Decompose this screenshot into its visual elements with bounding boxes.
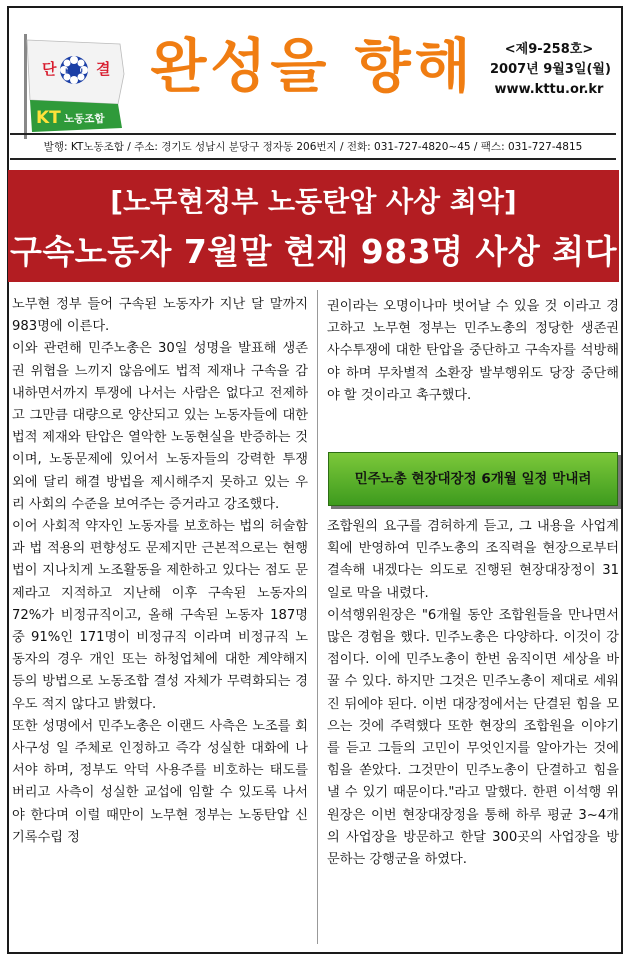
- publisher-divider: [10, 158, 616, 160]
- masthead-divider: [10, 133, 616, 135]
- headline-banner: [8, 170, 619, 282]
- headline-subtitle: [노무현정부 노동탄압 사상 최악]: [110, 185, 517, 218]
- article-right-column-top: [327, 296, 619, 407]
- publisher-line: 발행: KT노동조합 / 주소: 경기도 성남시 분당구 정자동 206번지 / 전화: 031-727-4820~45 / 팩스: 031-727-4815: [43, 141, 583, 153]
- article-paragraph: 노무현 정부 들어 구속된 노동자가 지난 달 말까지 983명에 이른다.: [12, 297, 308, 335]
- article-paragraph: 이어 사회적 약자인 노동자를 보호하는 법의 허술함과 법 적용의 편향성도 문제지만 근본적으로는 현행법이 지나치게 노조활동을 제한하고 있다는 점도 문제라고 지적하고 지난해 이후 구속된 노동자의 72%가 비정규직이고, 올해 구속된 노동자 187명 중 91%인 171명이 비정규직 이라며 비정규직 노동자의 경우 개인 또는 하청업체에 대한 계약해지 등의 방법으로 노동조합 결성 자체가 무력화되는 경우도 적지 않다고 밝혔다.: [12, 519, 308, 712]
- issue-number: <제9-258호>: [504, 42, 594, 57]
- logo-kt-text: KT: [36, 108, 61, 128]
- article-left-column: [12, 294, 308, 849]
- article-paragraph: 권이라는 오명이나마 벗어날 수 있을 것 이라고 경고하고 노무현 정부는 민주노총의 정당한 생존권 사수투쟁에 대한 탄압을 중단하고 구속자를 석방해야 하며 무차별적 소환장 발부행위도 당장 중단해야 할 것이라고 촉구했다.: [327, 299, 619, 403]
- subheading-box: [328, 452, 618, 506]
- newsletter-title: 완성을 향해: [150, 32, 475, 100]
- issue-info: [490, 40, 611, 100]
- logo-char-2: 결: [96, 60, 111, 78]
- article-paragraph: 또한 성명에서 민주노총은 이랜드 사측은 노조를 회사구성 일 주체로 인정하고 즉각 성실한 대화에 나서야 하며, 정부도 악덕 사용주를 비호하는 태도를 버리고 사측이 성실한 교섭에 임할 수 있도록 나서야 한다며 이럴 때만이 노무현 정부는 노동탄압 신기록수립 정: [12, 718, 308, 845]
- logo-kttu-text: KTTU: [65, 68, 83, 75]
- kttu-flag-logo: [20, 34, 128, 139]
- column-divider: [317, 290, 318, 944]
- article-paragraph: 이석행위원장은 "6개월 동안 조합원들을 만나면서 많은 경험을 했다. 민주노총은 다양하다. 이것이 강점이다. 이에 민주노총이 한번 움직이면 세상을 바꿀 수 있다. 하지만 그것은 민주노총이 제대로 세워진 뒤에야 된다. 이번 대장정에서는 단결된 힘을 모으는 것에 주력했다 또한 현장의 조합원을 이야기를 듣고 그들의 고민이 무엇인지를 알아가는 것에 힘을 쏟았다. 그것만이 민주노총이 단결하고 힘을 낼 수 있기 때문이다."라고 말했다. 한편 이석행 위원장은 이번 현장대장정을 통해 하루 평균 3~4개의 사업장을 방문하고 한달 300곳의 사업장을 방문하는 강행군을 하였다.: [327, 607, 619, 868]
- article-paragraph: 조합원의 요구를 겸허하게 듣고, 그 내용을 사업계획에 반영하여 민주노총의 조직력을 현장으로부터 결속해 내겠다는 의도로 진행된 현장대장정이 31일로 막을 내렸다.: [327, 519, 619, 601]
- article-paragraph: 이와 관련해 민주노총은 30일 성명을 발표해 생존권 위협을 느끼지 않음에도 법적 제재나 구속을 감내하면서까지 투쟁에 나서는 사람은 없다고 전제하고 그만큼 대량으로 양산되고 있는 노동자들에 대한 법적 제재와 탄압은 열악한 노동현실을 반증하는 것이며, 노동문제에 있어서 노동자들의 강력한 투쟁 외에 달리 해결 방법을 제시해주지 못하고 있는 우리 사회의 수준을 보여주는 증거라고 강조했다.: [12, 341, 308, 512]
- issue-date: 2007년 9월3일(월): [490, 62, 611, 77]
- logo-union-text: 노동조합: [64, 113, 105, 125]
- website-link[interactable]: www.kttu.or.kr: [494, 82, 604, 97]
- article-right-column-bottom: [327, 516, 619, 871]
- subheading-text: 민주노총 현장대장정 6개월 일정 막내려: [354, 471, 592, 487]
- logo-char-1: 단: [42, 60, 57, 78]
- headline-main: 구속노동자 7월말 현재 983명 사상 최다: [9, 232, 618, 271]
